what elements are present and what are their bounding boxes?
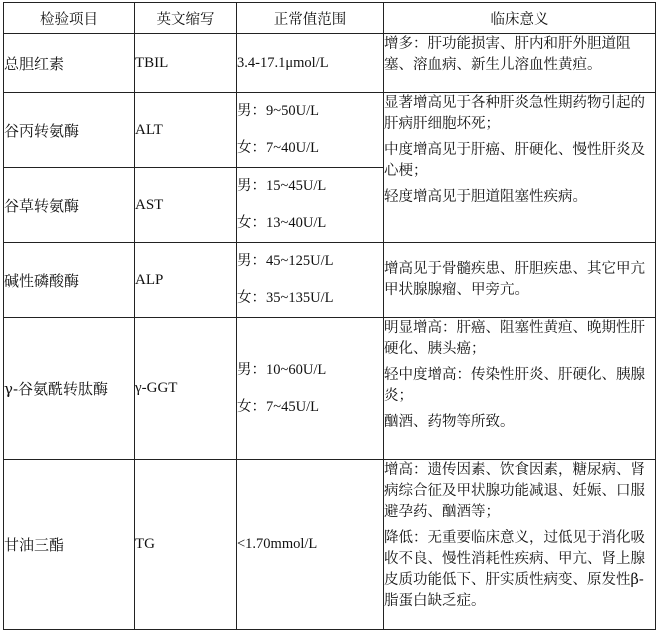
cell-range [237,34,384,93]
range-text: <1.70mmol/L [237,536,318,552]
meaning-text: 中度增高见于肝癌、肝硬化、慢性肝炎及心梗； [384,142,645,179]
cell-abbreviation: ALT [135,93,237,168]
range-female: 女：7~45U/L [237,398,319,415]
cell-abbreviation: TG [135,460,237,630]
cell-item: 甘油三酯 [4,460,135,630]
meaning-text: 酗酒、药物等所致。 [384,414,515,430]
header-test-item: 检验项目 [4,3,135,34]
cell-abbreviation: TBIL [135,34,237,93]
lab-reference-table [3,2,656,630]
meaning-text: 轻中度增高：传染性肝炎、肝硬化、胰腺炎； [384,367,645,404]
meaning-text: 增高见于骨髓疾患、肝胆疾患、其它甲亢甲状腺腺瘤、甲旁亢。 [384,261,645,298]
table-row-alt [4,93,656,168]
cell-range [237,93,384,168]
header-row [4,3,656,34]
meaning-text: 增高：遗传因素、饮食因素，糖尿病、肾病综合征及甲状腺功能减退、妊娠、口服避孕药、酗酒等； [384,462,645,520]
meaning-text: 显著增高见于各种肝炎急性期药物引起的肝病肝细胞坏死； [384,95,645,132]
table-row-ggt [4,318,656,460]
cell-range [237,460,384,630]
cell-abbreviation: ALP [135,243,237,318]
range-female: 女：35~135U/L [237,290,334,306]
meaning-text: 增多：肝功能损害、肝内和肝外胆道阻塞、溶血病、新生儿溶血性黄疸。 [384,36,631,73]
header-clinical-significance: 临床意义 [384,3,656,34]
cell-meaning [384,318,656,460]
range-male: 男：9~50U/L [237,103,319,119]
meaning-text: 明显增高：肝癌、阻塞性黄疸、晚期性肝硬化、胰头癌； [384,320,645,357]
meaning-text: 轻度增高见于胆道阻塞性疾病。 [384,189,587,205]
table-row-tbil [4,34,656,93]
cell-abbreviation: AST [135,168,237,243]
header-normal-range: 正常值范围 [237,3,384,34]
cell-item: γ-谷氨酰转肽酶 [4,318,135,460]
cell-meaning [384,243,656,318]
table-row-tg [4,460,656,630]
cell-meaning-transaminase [384,93,656,243]
range-male: 男：45~125U/L [237,253,334,269]
range-text: 3.4-17.1μmol/L [237,54,329,71]
header-abbreviation: 英文缩写 [135,3,237,34]
cell-range [237,168,384,243]
range-female: 女：7~40U/L [237,140,319,156]
cell-range [237,318,384,460]
cell-item: 碱性磷酸酶 [4,243,135,318]
cell-abbreviation: γ-GGT [135,318,237,460]
table-row-alp [4,243,656,318]
cell-item: 谷丙转氨酶 [4,93,135,168]
range-male: 男：10~60U/L [237,361,327,378]
cell-range [237,243,384,318]
cell-meaning [384,460,656,630]
cell-meaning [384,34,656,93]
range-female: 女：13~40U/L [237,215,327,231]
range-male: 男：15~45U/L [237,178,327,194]
cell-item: 总胆红素 [4,34,135,93]
meaning-text: 降低：无重要临床意义，过低见于消化吸收不良、慢性消耗性疾病、甲亢、肾上腺皮质功能低下、肝实质性病变、原发性β-脂蛋白缺乏症。 [384,530,645,609]
cell-item: 谷草转氨酶 [4,168,135,243]
